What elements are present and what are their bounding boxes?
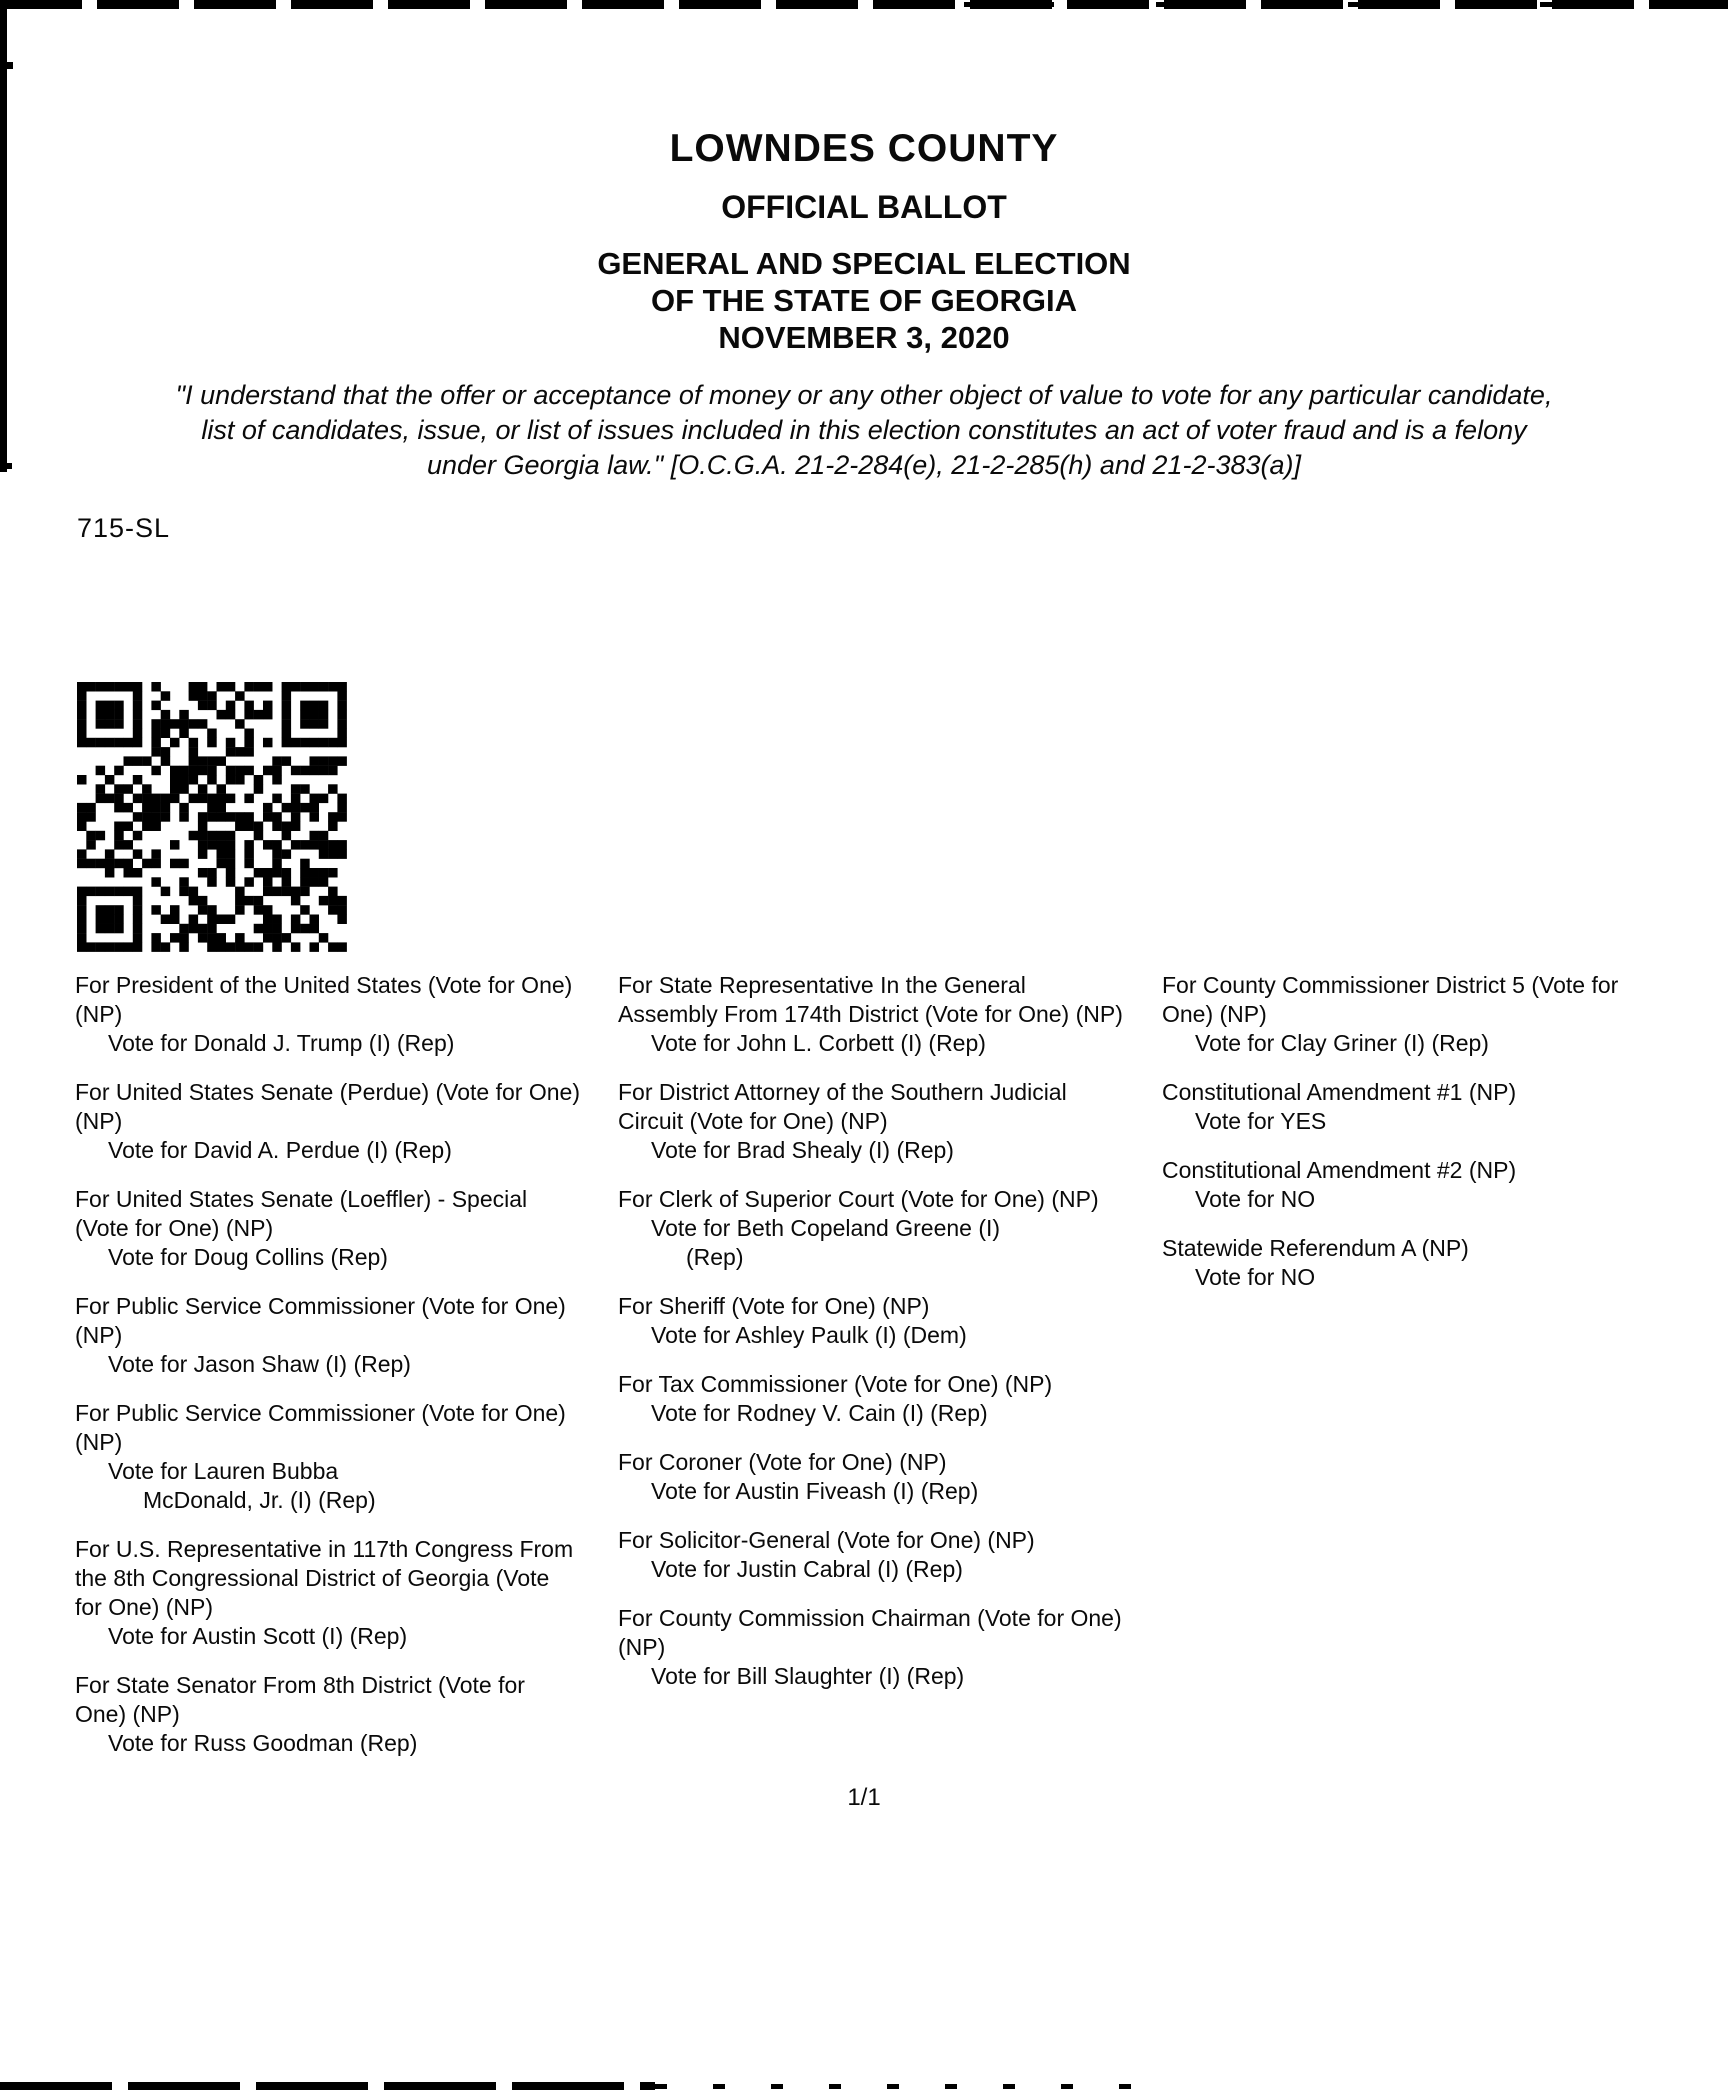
race-heading: For United States Senate (Perdue) (Vote for One) (NP) — [75, 1079, 580, 1134]
race-heading: For Public Service Commissioner (Vote for One) (NP) — [75, 1400, 566, 1455]
race-heading: For Public Service Commissioner (Vote for One) (NP) — [75, 1293, 566, 1348]
ballot-column-3 — [1162, 971, 1667, 1312]
race-vote: Vote for Beth Copeland Greene (I) — [651, 1215, 1001, 1241]
race-vote: Vote for Austin Fiveash (I) (Rep) — [651, 1478, 979, 1504]
disclaimer-line: under Georgia law." [O.C.G.A. 21-2-284(e), 21-2-285(h) and 21-2-383(a)] — [426, 450, 1302, 480]
race — [1162, 1234, 1667, 1292]
race-heading: Constitutional Amendment #2 (NP) — [1162, 1157, 1517, 1183]
scan-artifact-bottom-edge-right — [655, 2084, 1155, 2089]
race-vote: Vote for Donald J. Trump (I) (Rep) — [108, 1030, 455, 1056]
race — [75, 1185, 580, 1272]
race — [618, 1526, 1123, 1584]
race — [1162, 1156, 1667, 1214]
race — [75, 1671, 580, 1758]
race-heading: For Clerk of Superior Court (Vote for One) (NP) — [618, 1186, 1099, 1212]
disclaimer-line: "I understand that the offer or acceptance of money or any other object of value to vote for any particular candidate, — [175, 380, 1553, 410]
race — [618, 1370, 1123, 1428]
race-vote: Vote for Austin Scott (I) (Rep) — [108, 1623, 408, 1649]
race — [618, 1292, 1123, 1350]
ballot-column-2 — [618, 971, 1123, 1711]
race-vote: Vote for NO — [1195, 1186, 1316, 1212]
race-heading: For State Senator From 8th District (Vote for One) (NP) — [75, 1672, 525, 1727]
scan-artifact-left-tick — [0, 62, 13, 69]
election-title-line2: OF THE STATE OF GEORGIA — [651, 283, 1077, 318]
race-vote: Vote for Clay Griner (I) (Rep) — [1195, 1030, 1489, 1056]
election-title-line3: NOVEMBER 3, 2020 — [718, 320, 1010, 355]
race-vote-continuation: McDonald, Jr. (I) (Rep) — [143, 1487, 376, 1513]
race-vote: Vote for YES — [1195, 1108, 1327, 1134]
race-heading: For U.S. Representative in 117th Congress From the 8th Congressional District of Georgia (Vote for One) (NP) — [75, 1536, 574, 1620]
race — [75, 971, 580, 1058]
race — [1162, 1078, 1667, 1136]
race — [618, 1078, 1123, 1165]
ballot-header — [0, 128, 1728, 356]
scan-artifact-top-edge-right — [900, 2, 1728, 7]
disclaimer-line: list of candidates, issue, or list of issues included in this election constitutes an act of voter fraud and is a felony — [201, 415, 1527, 445]
race — [1162, 971, 1667, 1058]
county-title: LOWNDES COUNTY — [669, 127, 1059, 170]
race — [618, 971, 1123, 1058]
race — [75, 1399, 580, 1515]
race-vote: Vote for John L. Corbett (I) (Rep) — [651, 1030, 986, 1056]
race-heading: For Coroner (Vote for One) (NP) — [618, 1449, 947, 1475]
ballot-column-1 — [75, 971, 580, 1778]
race-heading: Statewide Referendum A (NP) — [1162, 1235, 1469, 1261]
race-vote-continuation: (Rep) — [686, 1244, 744, 1270]
race-heading: For United States Senate (Loeffler) - Special (Vote for One) (NP) — [75, 1186, 528, 1241]
race-vote: Vote for Ashley Paulk (I) (Dem) — [651, 1322, 967, 1348]
race-heading: For State Representative In the General Assembly From 174th District (Vote for One) (NP) — [618, 972, 1123, 1027]
race-heading: For Solicitor-General (Vote for One) (NP) — [618, 1527, 1035, 1553]
page-number: 1/1 — [847, 1784, 881, 1811]
race-heading: Constitutional Amendment #1 (NP) — [1162, 1079, 1517, 1105]
race-vote: Vote for Lauren Bubba — [108, 1458, 339, 1484]
race — [618, 1185, 1123, 1272]
race-heading: For Sheriff (Vote for One) (NP) — [618, 1293, 930, 1319]
race-vote: Vote for Bill Slaughter (I) (Rep) — [651, 1663, 965, 1689]
race-vote: Vote for Rodney V. Cain (I) (Rep) — [651, 1400, 988, 1426]
race-heading: For Tax Commissioner (Vote for One) (NP) — [618, 1371, 1053, 1397]
race-vote: Vote for Brad Shealy (I) (Rep) — [651, 1137, 954, 1163]
race-vote: Vote for David A. Perdue (I) (Rep) — [108, 1137, 452, 1163]
race — [618, 1448, 1123, 1506]
race-vote: Vote for Russ Goodman (Rep) — [108, 1730, 418, 1756]
race-vote: Vote for Jason Shaw (I) (Rep) — [108, 1351, 411, 1377]
race-heading: For County Commissioner District 5 (Vote for One) (NP) — [1162, 972, 1619, 1027]
ballot-type-title: OFFICIAL BALLOT — [721, 189, 1007, 225]
race — [75, 1292, 580, 1379]
race-vote: Vote for NO — [1195, 1264, 1316, 1290]
election-title-line1: GENERAL AND SPECIAL ELECTION — [597, 246, 1131, 281]
qr-code — [77, 682, 347, 952]
race-heading: For County Commission Chairman (Vote for One) (NP) — [618, 1605, 1122, 1660]
race — [75, 1535, 580, 1651]
race-vote: Vote for Justin Cabral (I) (Rep) — [651, 1556, 963, 1582]
race-heading: For President of the United States (Vote for One) (NP) — [75, 972, 573, 1027]
race-vote: Vote for Doug Collins (Rep) — [108, 1244, 388, 1270]
scan-artifact-bottom-edge — [0, 2082, 655, 2090]
voter-fraud-disclaimer — [0, 378, 1728, 483]
race-heading: For District Attorney of the Southern Judicial Circuit (Vote for One) (NP) — [618, 1079, 1067, 1134]
ballot-style-code: 715-SL — [77, 513, 171, 543]
race — [618, 1604, 1123, 1691]
race — [75, 1078, 580, 1165]
